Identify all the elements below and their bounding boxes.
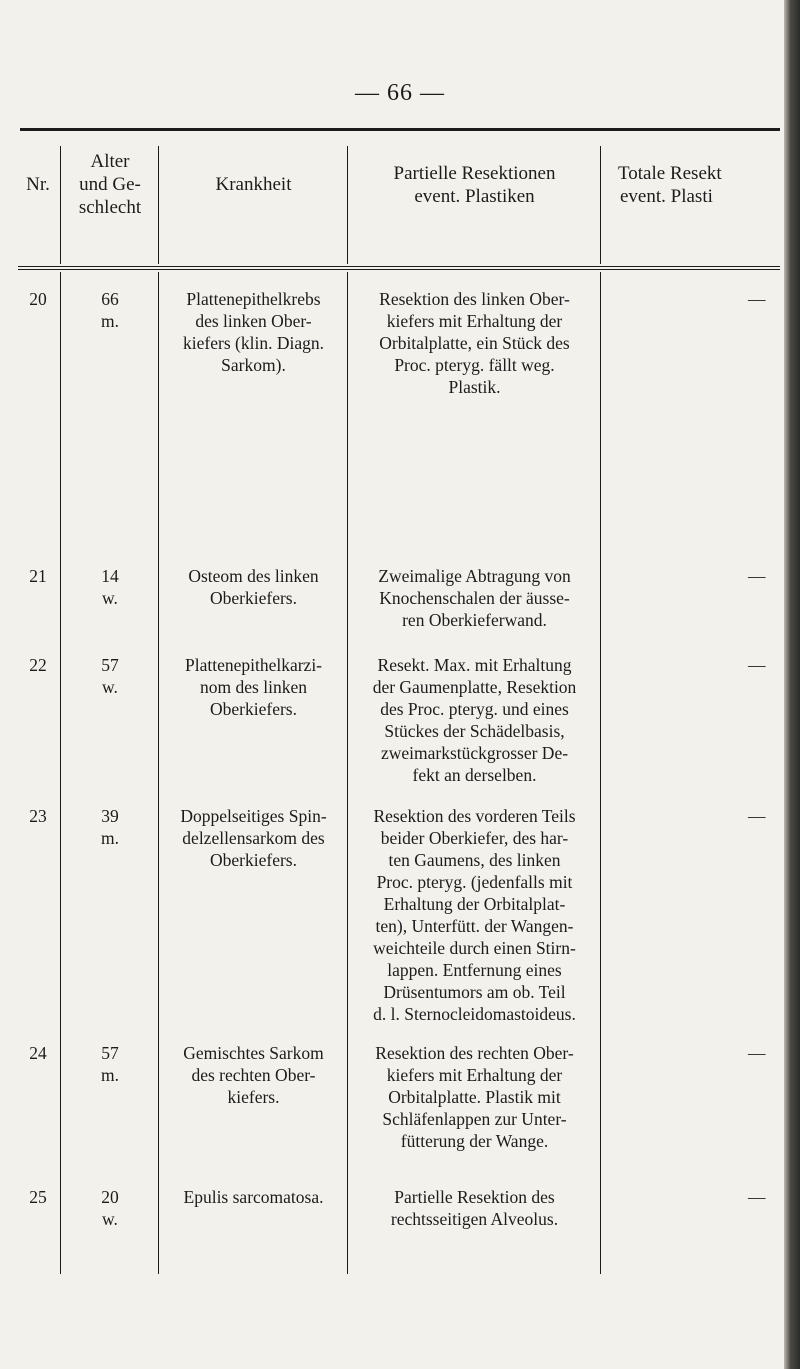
column-divider (158, 272, 159, 1274)
row-23-totale: — (748, 806, 766, 826)
header-partielle: Partielle Resektionen event. Plastiken (393, 163, 556, 207)
row-21-alter: 14 w. (101, 566, 119, 608)
column-divider (347, 272, 348, 1274)
row-20-totale: — (748, 289, 766, 309)
header-krankheit: Krankheit (215, 174, 292, 195)
row-21-nr: 21 (29, 566, 47, 586)
row-24-krankheit: Gemischtes Sarkom des rechten Ober- kiefers. (183, 1043, 324, 1107)
header-nr: Nr. (26, 174, 50, 195)
row-21-krankheit: Osteom des linken Oberkiefers. (188, 566, 319, 608)
row-20-partielle: Resektion des linken Ober- kiefers mit Erhaltung der Orbitalplatte, ein Stück des Proc. pteryg. fällt weg. Plastik. (379, 289, 570, 397)
header-alter: Alter und Ge- schlecht (78, 151, 142, 218)
column-divider (600, 272, 601, 1274)
book-binding-edge (784, 0, 800, 1369)
column-divider (158, 146, 159, 264)
row-23-nr: 23 (29, 806, 47, 826)
top-rule (20, 128, 780, 131)
row-25-nr: 25 (29, 1187, 47, 1207)
row-24-alter: 57 m. (101, 1043, 119, 1085)
row-21-partielle: Zweimalige Abtragung von Knochenschalen der äusse- ren Oberkieferwand. (378, 566, 571, 630)
row-25-totale: — (748, 1187, 766, 1207)
row-24-totale: — (748, 1043, 766, 1063)
row-24-partielle: Resektion des rechten Ober- kiefers mit Erhaltung der Orbitalplatte. Plastik mit Schläfenlappen zur Unter- fütterung der Wange. (375, 1043, 574, 1151)
row-22-totale: — (748, 655, 766, 675)
row-22-partielle: Resekt. Max. mit Erhaltung der Gaumenplatte, Resektion des Proc. pteryg. und eines Stückes der Schädelbasis, zweimarkstückgrosser De- fekt an derselben. (372, 655, 577, 785)
column-divider (600, 146, 601, 264)
row-21-totale: — (748, 566, 766, 586)
row-24-nr: 24 (29, 1043, 47, 1063)
row-22-alter: 57 w. (101, 655, 119, 697)
page-number: — 66 — (355, 80, 445, 106)
column-divider (347, 146, 348, 264)
row-25-krankheit: Epulis sarcomatosa. (183, 1187, 324, 1207)
row-22-krankheit: Plattenepithelkarzi- nom des linken Oberkiefers. (184, 655, 323, 719)
column-divider (60, 146, 61, 264)
column-divider (60, 272, 61, 1274)
row-22-nr: 22 (29, 655, 47, 675)
row-23-partielle: Resektion des vorderen Teils beider Oberkiefer, des har- ten Gaumens, des linken Proc. pteryg. (jedenfalls mit Erhaltung der Orbitalplat- ten), Unterfütt. der Wangen- weichteile durch einen Stirn- lappen. Entfernung eines Drüsentumors am ob. Teil d. l. Sternocleidomastoideus. (373, 806, 576, 1024)
row-23-alter: 39 m. (101, 806, 119, 848)
header-totale: Totale Resekt event. Plasti (618, 163, 722, 207)
header-rule (18, 266, 780, 270)
row-20-alter: 66 m. (101, 289, 119, 331)
row-20-nr: 20 (29, 289, 47, 309)
row-20-krankheit: Plattenepithelkrebs des linken Ober- kiefers (klin. Diagn. Sarkom). (183, 289, 324, 375)
row-23-krankheit: Doppelseitiges Spin- delzellensarkom des Oberkiefers. (180, 806, 327, 870)
row-25-partielle: Partielle Resektion des rechtsseitigen Alveolus. (390, 1187, 559, 1229)
row-25-alter: 20 w. (101, 1187, 119, 1229)
